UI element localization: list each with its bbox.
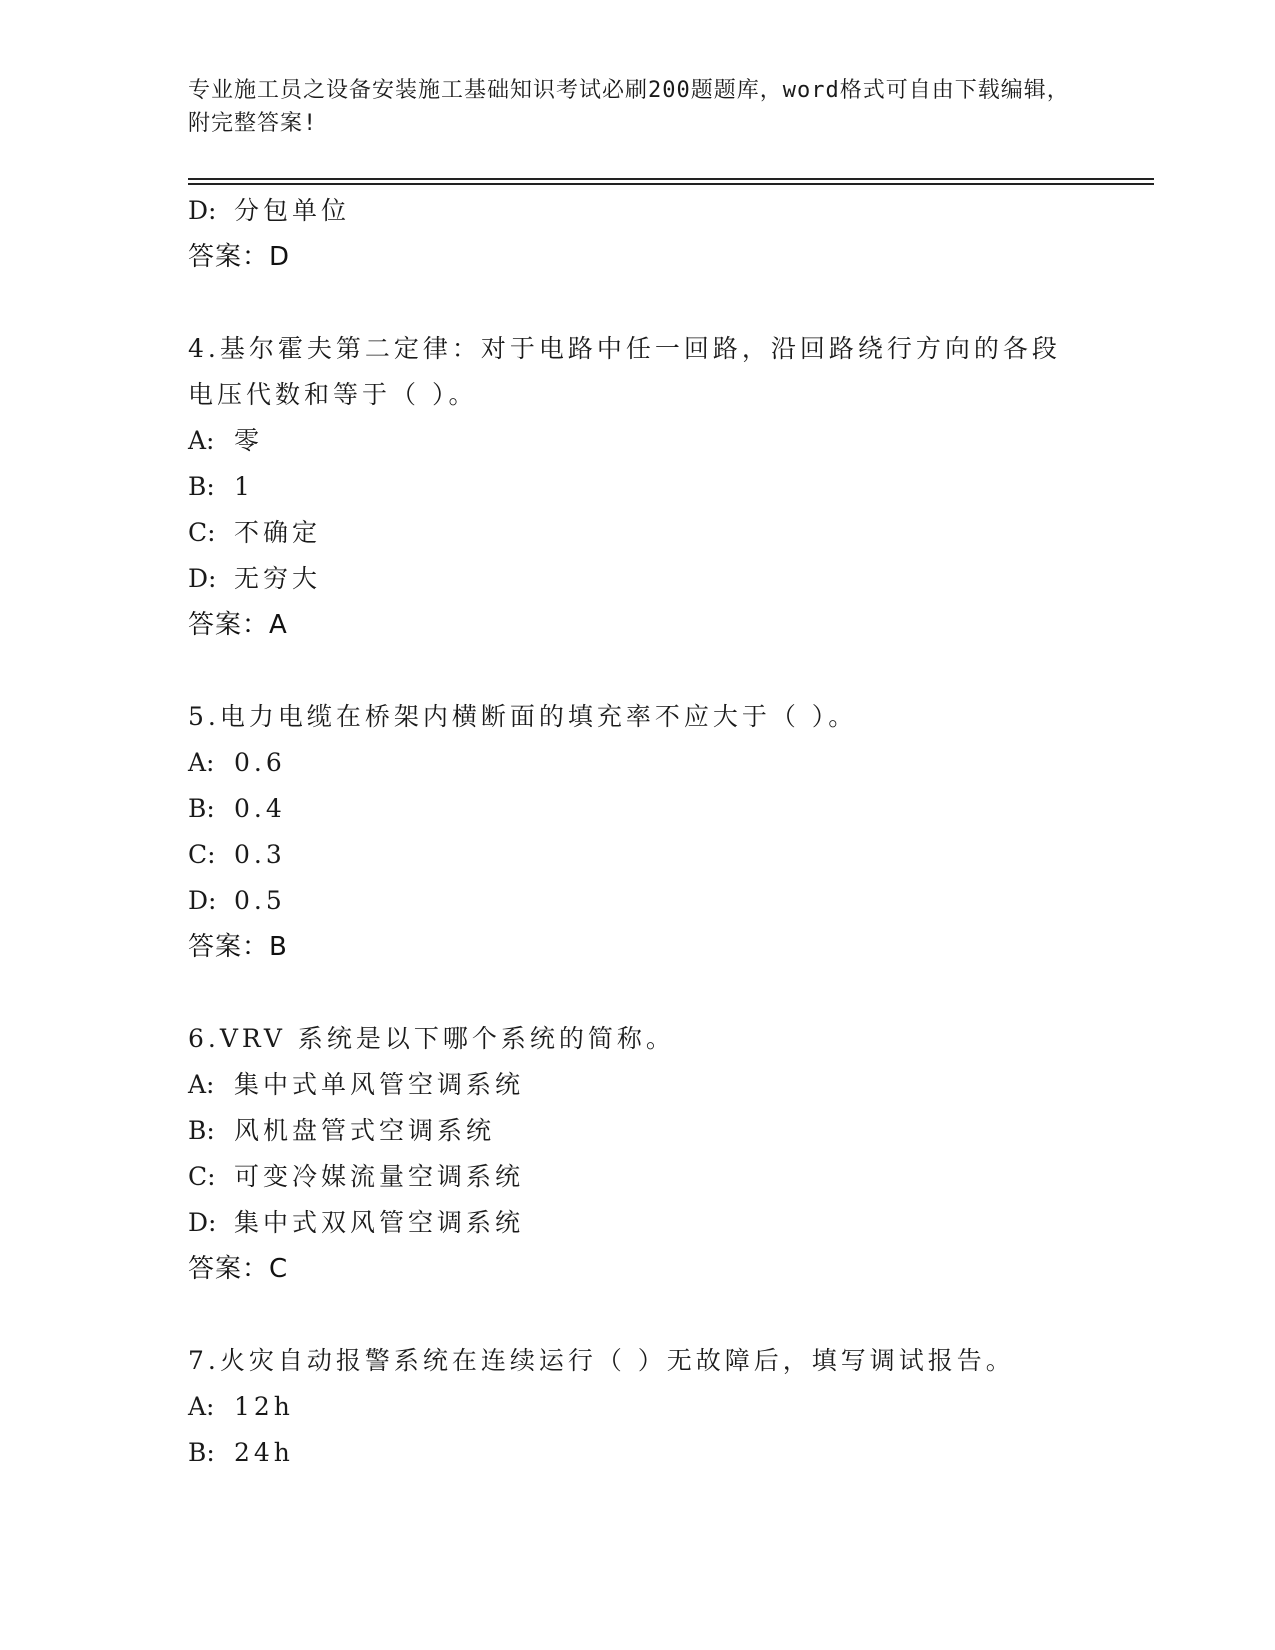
answer-line: 答案：A: [188, 610, 288, 640]
option-text: 集中式双风管空调系统: [234, 1208, 525, 1237]
option-text: 集中式单风管空调系统: [234, 1070, 525, 1099]
option-row: [188, 464, 1088, 510]
option-text: 0.5: [234, 886, 286, 915]
option-key: D:: [188, 886, 217, 915]
option-row: [188, 188, 1088, 234]
option-key: C:: [188, 518, 216, 547]
option-row: [188, 1062, 1088, 1108]
header-divider-bottom: [188, 183, 1154, 185]
option-key: A:: [188, 1070, 215, 1099]
option-text: 无穷大: [234, 564, 322, 593]
option-row: [188, 1200, 1088, 1246]
option-row: [188, 418, 1088, 464]
option-text: 分包单位: [234, 196, 351, 225]
header-divider-top: [188, 178, 1154, 180]
option-text: 不确定: [234, 518, 322, 547]
option-row: [188, 786, 1088, 832]
option-row: [188, 878, 1088, 924]
option-key: A:: [188, 1392, 215, 1421]
option-text: 可变冷媒流量空调系统: [234, 1162, 525, 1191]
option-key: D:: [188, 196, 217, 225]
option-text: 1: [234, 472, 254, 501]
option-text: 零: [234, 426, 264, 455]
option-row: [188, 740, 1088, 786]
option-key: D:: [188, 1208, 217, 1237]
question-text: 6.VRV 系统是以下哪个系统的简称。: [188, 1024, 675, 1053]
question-text: 7.火灾自动报警系统在连续运行（ ）无故障后，填写调试报告。: [188, 1346, 1015, 1375]
option-row: [188, 556, 1088, 602]
question-text: 4.基尔霍夫第二定律：对于电路中任一回路，沿回路绕行方向的各段电压代数和等于（ ）。: [188, 334, 1061, 409]
answer-line: 答案：B: [188, 932, 288, 962]
option-text: 0.6: [234, 748, 286, 777]
option-row: [188, 510, 1088, 556]
option-key: B:: [188, 472, 215, 501]
answer-line: 答案：D: [188, 242, 291, 272]
option-text: 12h: [234, 1392, 294, 1421]
option-key: C:: [188, 840, 216, 869]
option-row: [188, 1384, 1088, 1430]
option-text: 0.3: [234, 840, 286, 869]
question-text: 5.电力电缆在桥架内横断面的填充率不应大于（ ）。: [188, 702, 858, 731]
option-text: 风机盘管式空调系统: [234, 1116, 496, 1145]
option-text: 0.4: [234, 794, 286, 823]
option-key: B:: [188, 1116, 215, 1145]
option-key: A:: [188, 426, 215, 455]
option-key: C:: [188, 1162, 216, 1191]
option-key: B:: [188, 794, 215, 823]
option-key: D:: [188, 564, 217, 593]
document-body: [188, 188, 1088, 1476]
option-row: [188, 1108, 1088, 1154]
option-key: A:: [188, 748, 215, 777]
document-header: 专业施工员之设备安装施工基础知识考试必刷200题题库，word格式可自由下载编辑，附完整答案!: [188, 78, 1070, 136]
answer-line: 答案：C: [188, 1254, 289, 1284]
option-row: [188, 1154, 1088, 1200]
option-row: [188, 1430, 1088, 1476]
option-key: B:: [188, 1438, 215, 1467]
option-text: 24h: [234, 1438, 294, 1467]
option-row: [188, 832, 1088, 878]
